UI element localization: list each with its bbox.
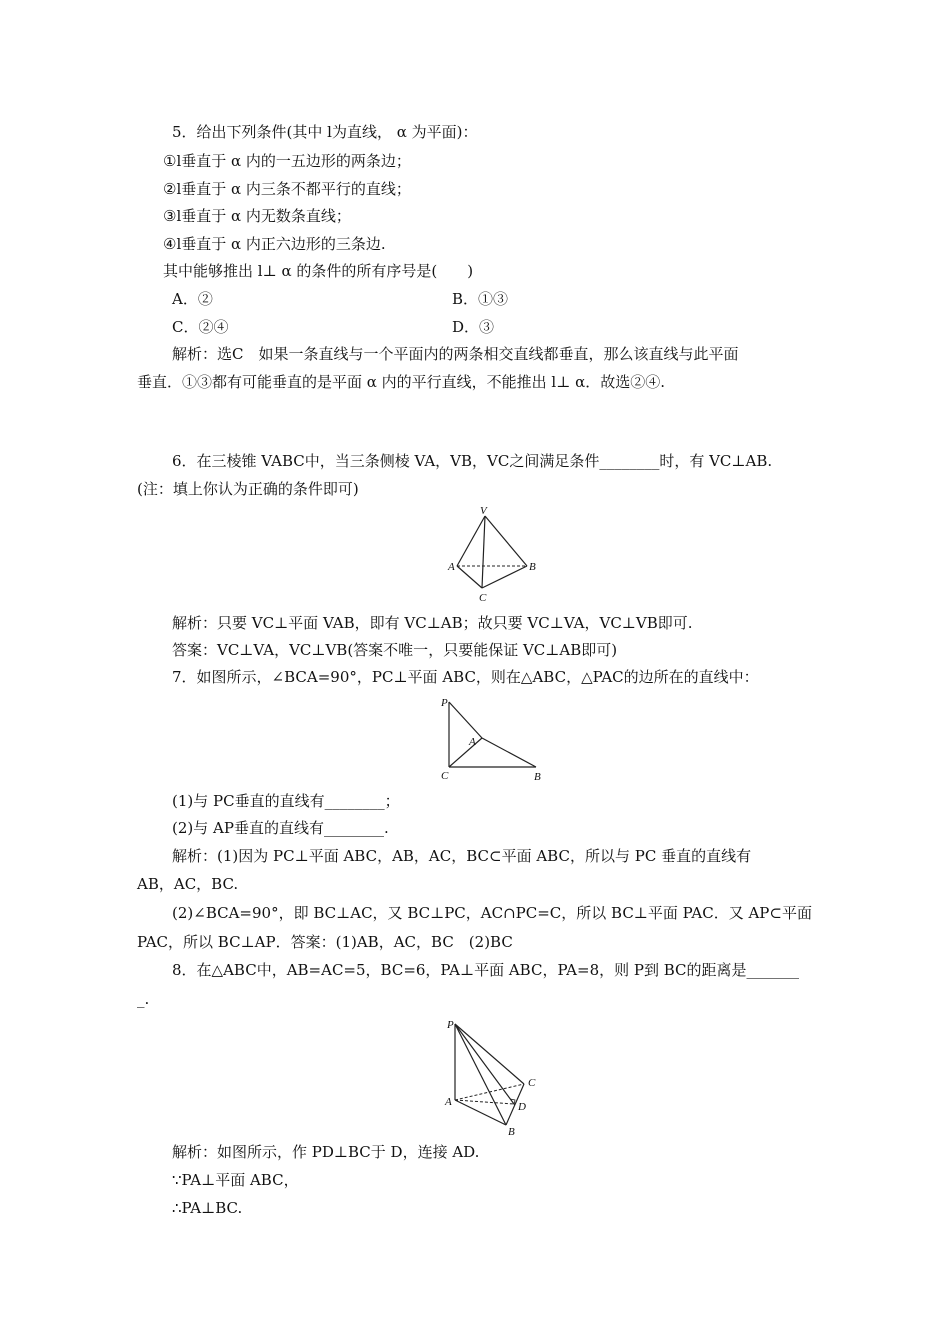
q8-solution-line-2: ∵PA⊥平面 ABC， (172, 1171, 299, 1189)
q6-solution: 解析：只要 VC⊥平面 VAB，即有 VC⊥AB；故只要 VC⊥VA，VC⊥VB即可. (172, 614, 693, 632)
q5-option-a: A．② (172, 290, 213, 308)
q5-condition-1: ①l垂直于 α 内的一五边形的两条边； (163, 152, 411, 170)
q7-figure (432, 692, 552, 784)
q6-answer: 答案：VC⊥VA，VC⊥VB(答案不唯一，只要能保证 VC⊥AB即可) (172, 641, 618, 659)
q8-stem-line-2: _. (137, 990, 150, 1008)
q6-label-v: V (480, 505, 487, 517)
q8-label-c: C (528, 1077, 536, 1089)
q7-stem: 7．如图所示，∠BCA=90°，PC⊥平面 ABC，则在△ABC，△PAC的边所在的直线中： (172, 668, 759, 686)
q7-solution-line-3: (2)∠BCA=90°，即 BC⊥AC，又 BC⊥PC，AC∩PC=C，所以 BC⊥平面 PAC．又 AP⊂平面 (172, 904, 812, 922)
q7-label-b: B (534, 771, 541, 783)
q6-pyramid-figure (440, 500, 550, 610)
q7-label-p: P (441, 697, 448, 709)
q8-label-a: A (445, 1096, 452, 1108)
q7-part-1: (1)与 PC垂直的直线有________； (172, 792, 400, 810)
q5-condition-3: ③l垂直于 α 内无数条直线； (163, 207, 351, 225)
q8-figure (438, 1014, 548, 1136)
q6-label-b: B (529, 561, 536, 573)
q8-label-d: D (518, 1101, 526, 1113)
q7-part-2: (2)与 AP垂直的直线有________. (172, 819, 389, 837)
q5-option-b: B．①③ (452, 290, 509, 308)
q8-stem-line-1: 8．在△ABC中，AB=AC=5，BC=6，PA⊥平面 ABC，PA=8，则 P到 BC的距离是_______ (172, 961, 800, 979)
q7-solution-line-1: 解析：(1)因为 PC⊥平面 ABC，AB，AC，BC⊂平面 ABC，所以与 PC 垂直的直线有 (172, 847, 752, 865)
q6-label-a: A (448, 561, 455, 573)
q5-question: 其中能够推出 l⊥ α 的条件的所有序号是( ) (163, 262, 474, 280)
q7-label-c: C (441, 770, 449, 782)
q8-solution-line-3: ∴PA⊥BC. (172, 1199, 243, 1217)
q5-solution-line-1: 解析：选C 如果一条直线与一个平面内的两条相交直线都垂直，那么该直线与此平面 (172, 345, 739, 363)
q6-stem-line-2: (注：填上你认为正确的条件即可) (137, 480, 359, 498)
q7-solution-line-4: PAC，所以 BC⊥AP．答案：(1)AB，AC，BC (2)BC (137, 933, 513, 951)
q7-solution-line-2: AB，AC，BC. (137, 875, 239, 893)
q6-stem-line-1: 6．在三棱锥 VABC中，当三条侧棱 VA，VB，VC之间满足条件________时，有 VC⊥AB. (172, 452, 773, 470)
q8-label-b: B (508, 1126, 515, 1136)
q5-option-c: C．②④ (172, 318, 229, 336)
q6-label-c: C (479, 592, 487, 604)
q5-solution-line-2: 垂直．①③都有可能垂直的是平面 α 内的平行直线，不能推出 l⊥ α．故选②④. (137, 373, 666, 391)
q5-option-d: D．③ (452, 318, 495, 336)
q7-label-a: A (469, 736, 476, 748)
q5-stem: 5．给出下列条件(其中 l为直线， α 为平面)： (172, 123, 478, 141)
q8-solution-line-1: 解析：如图所示，作 PD⊥BC于 D，连接 AD. (172, 1143, 480, 1161)
q5-condition-4: ④l垂直于 α 内正六边形的三条边. (163, 235, 386, 253)
q5-condition-2: ②l垂直于 α 内三条不都平行的直线； (163, 180, 411, 198)
q8-label-p: P (447, 1019, 454, 1031)
